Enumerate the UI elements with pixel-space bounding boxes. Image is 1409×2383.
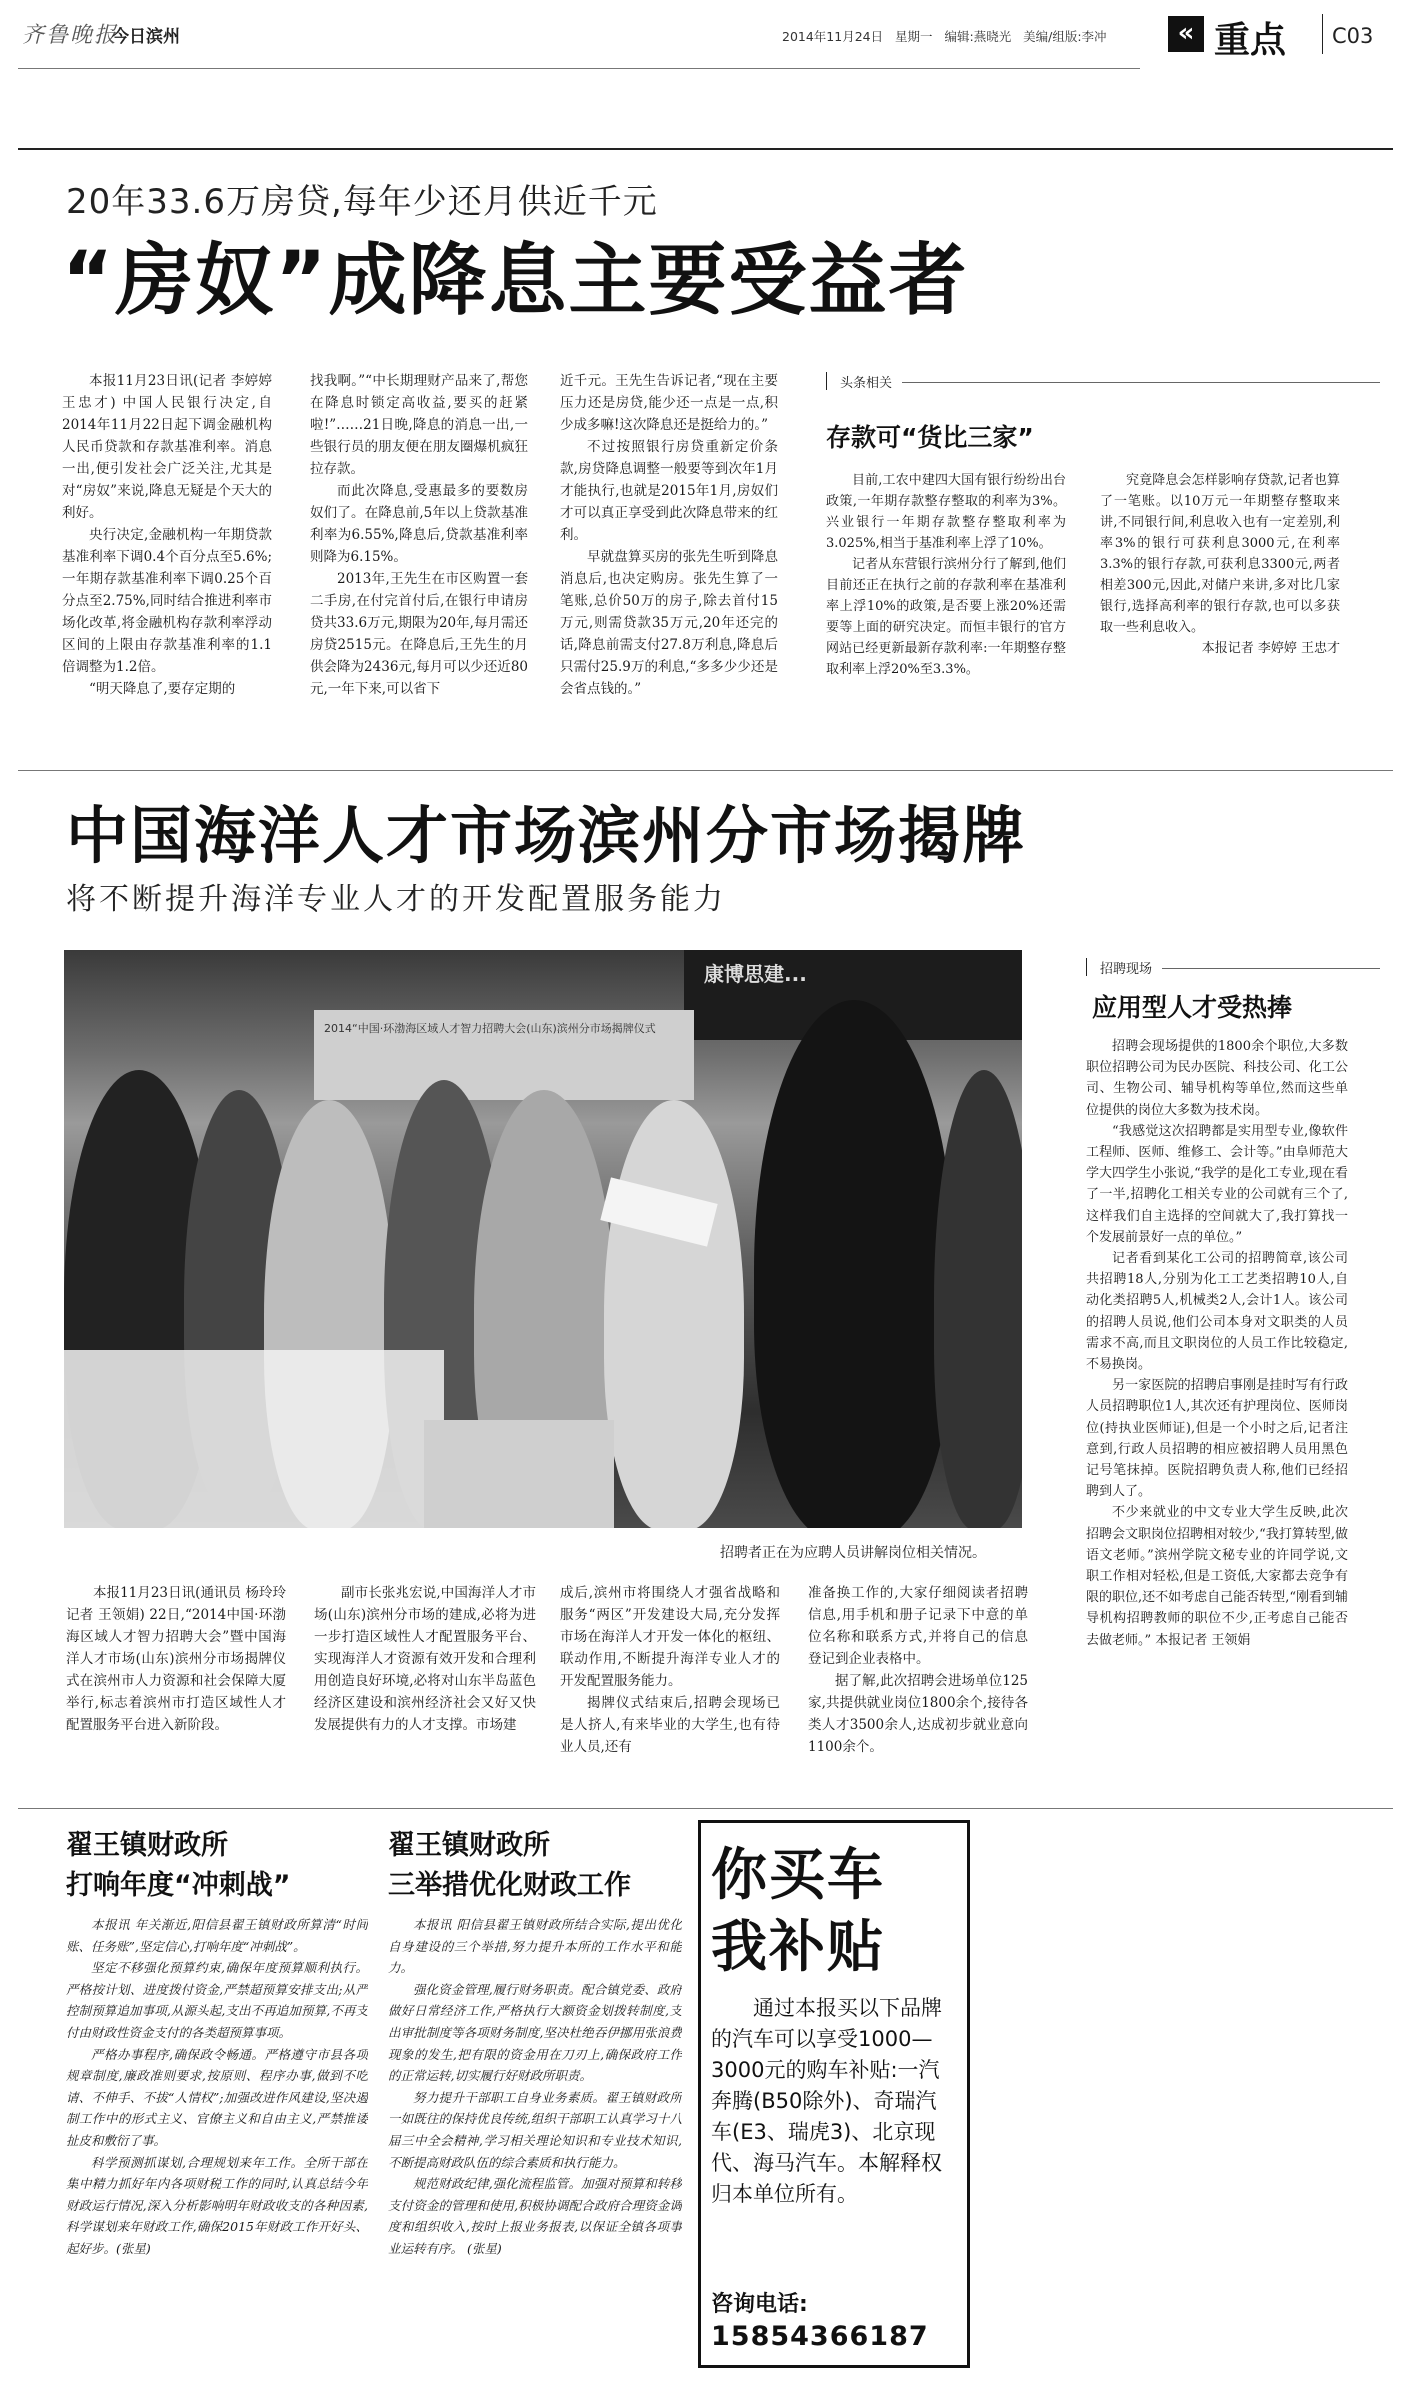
- ad-title-line2: 我补贴: [711, 1915, 885, 1980]
- article1-headline: “房奴”成降息主要受益者: [62, 236, 969, 326]
- paragraph: 揭牌仪式结束后,招聘会现场已是人挤人,有来毕业的大学生,也有待业人员,还有: [560, 1695, 780, 1755]
- double-chevron-left-icon: «: [1177, 18, 1195, 48]
- photo-caption: 招聘者正在为应聘人员讲解岗位相关情况。: [720, 1545, 986, 1561]
- ad-body: 通过本报买以下品牌的汽车可以享受1000—3000元的购车补贴:一汽奔腾(B50除外)、奇瑞汽车(E3、瑞虎3)、北京现代、海马汽车。本解释权归本单位所有。: [711, 1996, 942, 2206]
- sidebar1-col1: [826, 470, 1066, 730]
- paragraph: 记者看到某化工公司的招聘简章,该公司共招聘18人,分别为化工工艺类招聘10人,自动化类招聘5人,机械类2人,会计1人。该公司的招聘人员说,他们公司本身对文职类的人员需求不高,而且文职岗位的人员工作比较稳定,不易换岗。: [1086, 1251, 1348, 1373]
- paragraph: 另一家医院的招聘启事刚是挂时写有行政人员招聘职位1人,其次还有护理岗位、医师岗位(持执业医师证),但是一个小时之后,记者注意到,行政人员招聘的相应被招聘人员用黑色记号笔抹掉。医院招聘负责人称,他们已经招聘到人了。: [1086, 1378, 1348, 1500]
- designer-credit: 美编/组版:李冲: [1023, 29, 1107, 44]
- ad-phone-label: 咨询电话:: [711, 2292, 808, 2317]
- event-photo: [64, 950, 1022, 1528]
- channel-block: [1168, 16, 1204, 52]
- paragraph: 准备换工作的,大家仔细阅读者招聘信息,用手机和册子记录下中意的单位名称和联系方式,并将自己的信息登记到企业表格中。: [808, 1585, 1028, 1667]
- article1-col1: [62, 370, 272, 730]
- paragraph: 近千元。王先生告诉记者,“现在主要压力还是房贷,能少还一点是一点,积少成多嘛!这次降息还是挺给力的。”: [560, 373, 778, 433]
- page-number: C03: [1332, 24, 1374, 48]
- issue-weekday: 星期一: [895, 29, 933, 44]
- paragraph: 副市长张兆宏说,中国海洋人才市场(山东)滨州分市场的建成,必将为进一步打造区域性人才配置服务平台、实现海洋人才资源有效开发和合理利用创造良好环境,必将对山东半岛蓝色经济区建设和滨州经济社会又好又快发展提供有力的人才支撑。市场建: [314, 1585, 536, 1733]
- paragraph: 努力提升干部职工自身业务素质。翟王镇财政所一如既往的保持优良传统,组织干部职工认真学习十八届三中全会精神,学习相关理论知识和专业技术知识,不断提高财政队伍的综合素质和执行能力。: [388, 2089, 682, 2170]
- channel-title: 重点: [1214, 20, 1287, 61]
- section-name: 今日滨州: [112, 27, 180, 47]
- paragraph: 严格办事程序,确保政令畅通。严格遵守市县各项规章制度,廉政准则要求,按原则、程序办事,做到不吃请、不伸手、不拔“人情权”;加强改进作风建设,坚决遏制工作中的形式主义、官僚主义和自由主义,严禁推诿扯皮和敷衍了事。: [66, 2046, 368, 2148]
- sidebar1-col2: [1100, 470, 1340, 730]
- headline-line: 三举措优化财政工作: [388, 1870, 631, 1901]
- paragraph: 规范财政纪律,强化流程监管。加强对预算和转移支付资金的管理和使用,积极协调配合政府合理资金调度和组织收入,按时上报业务报表,以保证全镇各项事业运转有序。 (张星): [388, 2176, 682, 2256]
- header-meta: [782, 27, 1107, 45]
- paragraph: 坚定不移强化预算约束,确保年度预算顺利执行。严格按计划、进度拨付资金,严禁超预算安排支出;从严控制预算追加事项,从源头起,支出不再追加预算,不再支付由财政性资金支付的各类超预算事项。: [66, 1960, 368, 2040]
- sidebar2-body: [1086, 1036, 1348, 1796]
- paragraph: 本报11月23日讯(通讯员 杨玲玲 记者 王领娟) 22日,“2014中国·环渤海区域人才智力招聘大会”暨中国海洋人才市场(山东)滨州分市场揭牌仪式在滨州市人力资源和社会保障大厦举行,标志着滨州市打造区域性人才配置服务平台进入新阶段。: [66, 1585, 286, 1733]
- headline-line: 打响年度“冲刺战”: [66, 1870, 291, 1901]
- editor-credit: 编辑:燕晓光: [944, 29, 1012, 44]
- paragraph: 据了解,此次招聘会进场单位125家,共提供就业岗位1800余个,接待各类人才3500余人,达成初步就业意向1100余个。: [808, 1673, 1028, 1755]
- booth-sign-text: 康博思建...: [704, 962, 807, 986]
- article2-subhead: 将不断提升海洋专业人才的开发配置服务能力: [66, 882, 726, 917]
- article2-col4: [808, 1582, 1028, 1802]
- article2-col1: [66, 1582, 286, 1802]
- headline-line: 翟王镇财政所: [66, 1830, 228, 1861]
- article2-col3: [560, 1582, 780, 1802]
- paragraph: 目前,工农中建四大国有银行纷纷出台政策,一年期存款整存整取的利率为3%。兴业银行一年期存款整存整取利率为3.025%,相当于基准利率上浮了10%。: [826, 473, 1066, 551]
- sidebar1-title: 存款可“货比三家”: [826, 423, 1034, 452]
- paragraph: “我感觉这次招聘都是实用型专业,像软件工程师、医师、维修工、会计等。”由阜师范大学大四学生小张说,“我学的是化工专业,现在看了一半,招聘化工相关专业的公司就有三个了,这样我们自主选择的空间就大了,我打算找一个发展前景好一点的单位。”: [1086, 1123, 1348, 1245]
- event-banner: [314, 1010, 694, 1100]
- paragraph: 究竟降息会怎样影响存贷款,记者也算了一笔账。以10万元一年期整存整取来讲,不同银行间,利息收入也有一定差别,利率3%的银行可获利息3000元,在利率3.3%的银行存款,可获利息3300元,两者相差300元,因此,对储户来讲,多对比几家银行,选择高利率的银行存款,也可以多获取一些利息收入。: [1100, 473, 1340, 635]
- paragraph: 成后,滨州市将围绕人才强省战略和服务“两区”开发建设大局,充分发挥市场在海洋人才开发一体化的枢纽、联动作用,不断提升海洋专业人才的开发配置服务能力。: [560, 1585, 780, 1689]
- paragraph: 本报讯 年关渐近,阳信县翟王镇财政所算清“时间账、任务账”,坚定信心,打响年度“冲刺战”。: [66, 1917, 368, 1954]
- event-banner-text: 2014“中国·环渤海区域人才智力招聘大会(山东)滨州分市场揭牌仪式: [324, 1022, 656, 1035]
- article4-headline: [388, 1826, 631, 1906]
- sidebar1-label: 头条相关: [840, 376, 893, 391]
- sidebar2-title: 应用型人才受热捧: [1092, 993, 1293, 1022]
- article1-col2: [310, 370, 528, 730]
- article1-col3: [560, 370, 778, 730]
- paragraph: 央行决定,金融机构一年期贷款基准利率下调0.4个百分点至5.6%;一年期存款基准利率下调0.25个百分点至2.75%,同时结合推进利率市场化改革,将金融机构存款利率浮动区间的上限由存款基准利率的1.1倍调整为1.2倍。: [62, 527, 272, 675]
- headline-line: 翟王镇财政所: [388, 1830, 550, 1861]
- paragraph: “明天降息了,要存定期的: [89, 681, 236, 697]
- paragraph: 本报讯 阳信县翟王镇财政所结合实际,提出优化自身建设的三个举措,努力提升本所的工作水平和能力。: [388, 1917, 682, 1976]
- article2-col2: [314, 1582, 536, 1802]
- ad-phone: 15854366187: [711, 2321, 929, 2352]
- issue-date: 2014年11月24日: [782, 29, 884, 44]
- paragraph: 招聘会现场提供的1800余个职位,大多数职位招聘公司为民办医院、科技公司、化工公司、生物公司、辅导机构等单位,然而这些单位提供的岗位大多数为技术岗。: [1086, 1039, 1348, 1118]
- paragraph: 而此次降息,受惠最多的要数房奴们了。在降息前,5年以上贷款基准利率为6.55%,降息后,贷款基准利率则降为6.15%。: [310, 483, 528, 565]
- car-subsidy-ad: [698, 1820, 970, 2368]
- paragraph: 不过按照银行房贷重新定价条款,房贷降息调整一般要等到次年1月才能执行,也就是2015年1月,房奴们才可以真正享受到此次降息带来的红利。: [560, 439, 778, 543]
- paragraph: 本报11月23日讯(记者 李婷婷 王忠才) 中国人民银行决定,自2014年11月22日起下调金融机构人民币贷款和存款基准利率。消息一出,便引发社会广泛关注,尤其是对“房奴”来说,降息无疑是个天大的利好。: [62, 373, 272, 521]
- ad-title-line1: 你买车: [711, 1843, 885, 1908]
- article2-headline: 中国海洋人才市场滨州分市场揭牌: [66, 799, 1027, 872]
- paragraph: 找我啊。”“中长期理财产品来了,帮您在降息时锁定高收益,要买的赶紧啦!”……21日晚,降息的消息一出,一些银行员的朋友便在朋友圈爆机疯狂拉存款。: [310, 373, 528, 477]
- article4-body: [388, 1914, 682, 2374]
- article1-kicker: 20年33.6万房贷,每年少还月供近千元: [66, 182, 658, 222]
- paragraph: 强化资金管理,履行财务职责。配合镇党委、政府做好日常经济工作,严格执行大额资金划拨转制度,支出审批制度等各项财务制度,坚决杜绝吞伊挪用张浪费现象的发生,把有限的资金用在刀刃上,确保政府工作的正常运转,切实履行好财政所职责。: [388, 1981, 682, 2084]
- byline: 本报记者 李婷婷 王忠才: [1201, 641, 1340, 656]
- paragraph: 早就盘算买房的张先生听到降息消息后,也决定购房。张先生算了一笔账,总价50万的房子,除去首付15万元,则需贷款35万元,20年还完的话,降息前需支付27.8万利息,降息后只需付25.9万的利息,“多多少少还是会省点钱的。”: [560, 549, 778, 697]
- paragraph: 记者从东营银行滨州分行了解到,他们目前还正在执行之前的存款利率在基准利率上浮10%的政策,是否要上涨20%还需要等上面的研究决定。而恒丰银行的官方网站已经更新最新存款利率:一年期整存整取利率上浮20%至3.3%。: [826, 557, 1066, 677]
- article3-body: [66, 1914, 368, 2374]
- article3-headline: [66, 1826, 291, 1906]
- paragraph: 2013年,王先生在市区购置一套二手房,在付完首付后,在银行申请房贷共33.6万元,期限为20年,每月需还房贷2515元。在降息后,王先生的月供会降为2436元,每月可以少还近80元,一年下来,可以省下: [310, 571, 528, 697]
- paragraph: 科学预测抓谋划,合理规划来年工作。全所干部在集中精力抓好年内各项财税工作的同时,认真总结今年财政运行情况,深入分析影响明年财政收支的各种因素,科学谋划来年财政工作,确保2015年财政工作开好头、起好步。(张星): [66, 2154, 368, 2256]
- paragraph: 不少来就业的中文专业大学生反映,此次招聘会文职岗位招聘相对较少,“我打算转型,做语文老师。”滨州学院文秘专业的许同学说,文职工作相对轻松,但是工资低,大家都去竞争有限的职位,还不如考虑自己能否转型,“刚看到辅导机构招聘教师的职位不少,正考虑自己能否去做老师。” 本报记者 王领娟: [1086, 1505, 1348, 1648]
- sidebar2-label: 招聘现场: [1100, 962, 1153, 977]
- masthead-logo: 齐鲁晚报: [22, 23, 119, 48]
